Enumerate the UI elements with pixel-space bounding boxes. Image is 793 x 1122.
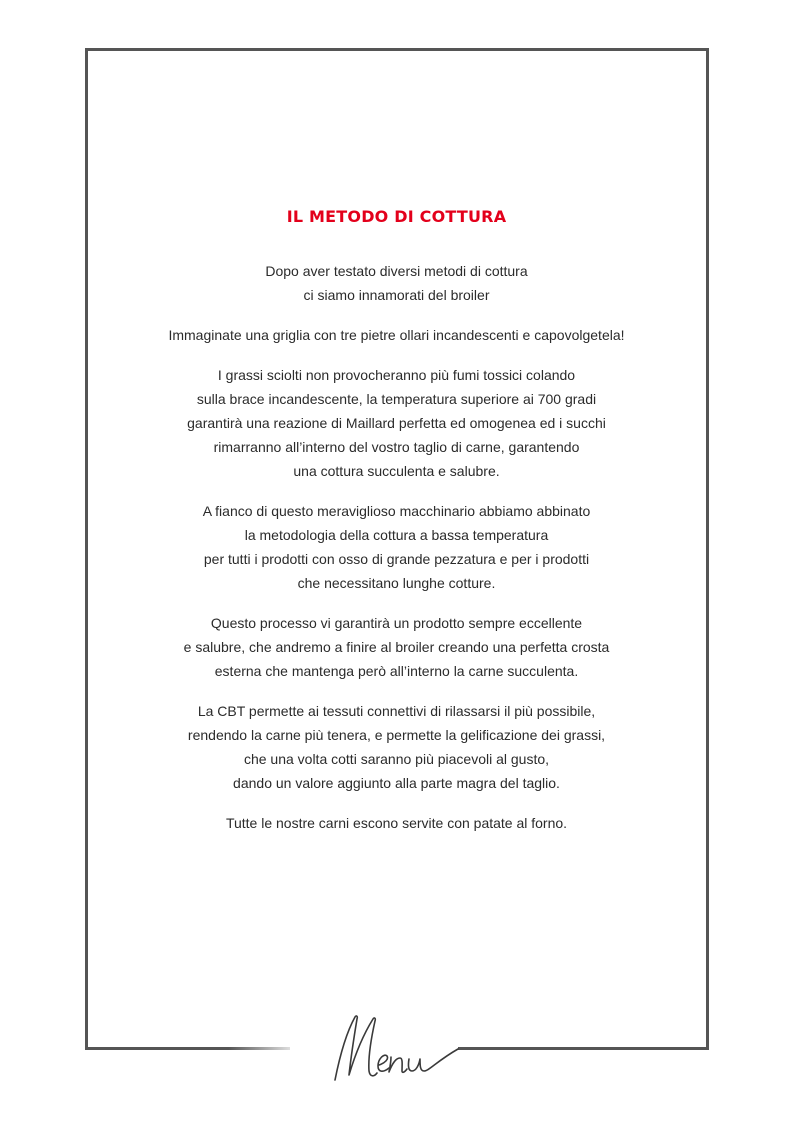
text-line: esterna che mantenga però all’interno la carne succulenta.	[214, 663, 579, 679]
text-line: la metodologia della cottura a bassa temperatura	[244, 527, 549, 543]
text-line: dando un valore aggiunto alla parte magra del taglio.	[233, 775, 560, 791]
text-line: sulla brace incandescente, la temperatura superiore ai 700 gradi	[196, 391, 597, 407]
paragraph-cbt	[100, 699, 693, 795]
text-line: rimarranno all’interno del vostro taglio di carne, garantendo	[213, 439, 580, 455]
paragraph-side-dish	[100, 811, 693, 835]
text-line: rendendo la carne più tenera, e permette la gelificazione dei grassi,	[187, 727, 606, 743]
paragraph-process	[100, 611, 693, 683]
text-line: ci siamo innamorati del broiler	[303, 287, 490, 303]
text-line: che una volta cotti saranno più piacevoli al gusto,	[243, 751, 550, 767]
frame-bottom-border-left	[85, 1047, 290, 1050]
text-line: garantirà una reazione di Maillard perfetta ed omogenea ed i succhi	[187, 415, 606, 431]
text-line: per tutti i prodotti con osso di grande pezzatura e per i prodotti	[203, 551, 590, 567]
menu-signature-logo	[325, 1005, 475, 1095]
paragraph-fats	[100, 363, 693, 483]
page-title: IL METODO DI COTTURA	[286, 207, 507, 226]
text-line: I grassi sciolti non provocheranno più fumi tossici colando	[217, 367, 576, 383]
frame-bottom-border-right	[458, 1047, 709, 1050]
text-line: e salubre, che andremo a finire al broiler creando una perfetta crosta	[183, 639, 610, 655]
text-line: Dopo aver testato diversi metodi di cottura	[265, 263, 528, 279]
paragraph-grill	[100, 323, 693, 347]
menu-page-content	[100, 206, 693, 851]
frame-top-border	[85, 48, 709, 51]
text-line: A fianco di questo meraviglioso macchinario abbiamo abbinato	[202, 503, 591, 519]
frame-left-border	[85, 48, 88, 1050]
text-line: Questo processo vi garantirà un prodotto sempre eccellente	[210, 615, 583, 631]
text-line: una cottura succulenta e salubre.	[293, 463, 500, 479]
text-line: La CBT permette ai tessuti connettivi di rilassarsi il più possibile,	[197, 703, 596, 719]
text-line: Tutte le nostre carni escono servite con patate al forno.	[225, 815, 568, 831]
paragraph-intro	[100, 259, 693, 307]
text-line: che necessitano lunghe cotture.	[297, 575, 496, 591]
frame-right-border	[706, 48, 709, 1050]
paragraph-low-temperature	[100, 499, 693, 595]
text-line: Immaginate una griglia con tre pietre ollari incandescenti e capovolgetela!	[168, 327, 625, 343]
